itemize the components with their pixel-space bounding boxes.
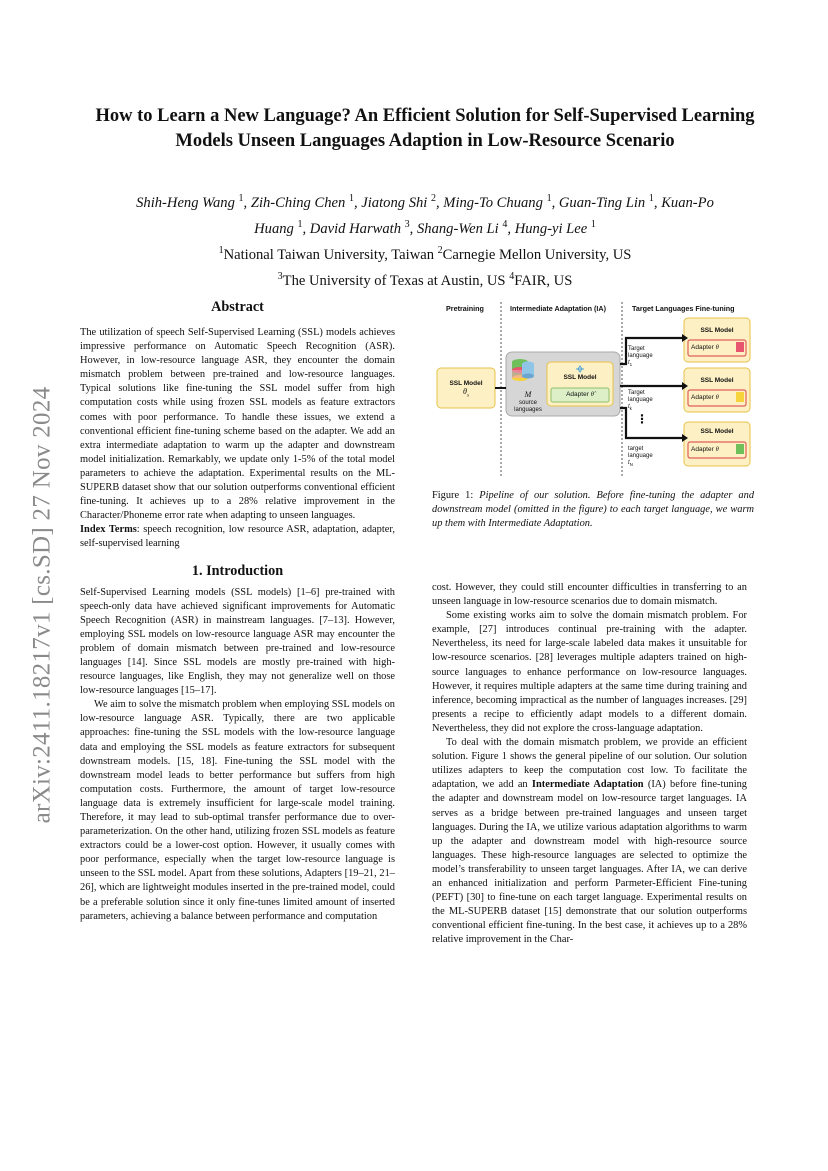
target-ssl-model-n: SSL Model	[700, 428, 734, 435]
intro-heading: 1. Introduction	[191, 562, 284, 579]
pretrained-ssl-model: SSL Model $\theta_s$	[449, 380, 483, 399]
ia-adapter: Adapter θ̂	[566, 391, 594, 398]
stage-target: Target Languages Fine-tuning	[632, 304, 735, 313]
abstract-text: The utilization of speech Self-Supervised Learning (SSL) models achieves impressive performance on Automatic Speech Recognition (ASR). However, in low-resource language ASR, they encounter the domain mismatch problem between pre-trained and low-resource languages. Typical solutions like fine-tuning the SSL model suffer from high computation costs while using frozen SSL models as feature extractors comes with poor performance. To handle these issues, we extend a conventional efficient fine-tuning scheme based on the adapter. We add an extra intermediate adaptation to warm up the adapter and downstream model initialization. Remarkably, we update only 1-5% of the total model parameters to achieve the adaptation. Experimental results on the ML-SUPERB dataset show that our solution outperforms conventional efficient fine-tuning. It achieves up to a 28% relative improvement in the Character/Phoneme error rate when adapting to unseen languages.	[80, 327, 395, 522]
affiliations: $^1$National Taiwan University, Taiwan $^2$Carnegie Mellon University, US $^3$The University of Texas at Austin, US $^4$FAIR, US	[218, 245, 632, 289]
left-column	[80, 298, 395, 924]
paper-title: How to Learn a New Language? An Efficient Solution for Self-Supervised Learning Models Unseen Languages Adaption in Low-Resource Scenario	[95, 106, 755, 151]
abstract-heading: Abstract	[211, 299, 264, 315]
target-adapter-n: Adapter θ	[691, 446, 719, 453]
ia-ssl-model: SSL Model	[563, 374, 597, 381]
right-column	[432, 581, 747, 947]
right-paragraph-1: cost. However, they could still encounter difficulties in transferring to an unseen language in low-resource scenarios due to domain mismatch.	[432, 582, 747, 608]
ellipsis-dots: ⋮	[636, 412, 648, 426]
target-ssl-model-k: SSL Model	[700, 377, 734, 384]
intro-paragraph-1: Self-Supervised Learning models (SSL models) [1–6] pre-trained with speech-only data have achieved significant improvements for Automatic Speech Recognition (ASR) in mainstream languages. [7–13]. However, employing SSL models on low-resource language ASR may encounter the problem of domain mismatch between pre-trained and low-resource languages [14]. Since SSL models are mostly pre-trained with high-resource languages, like English, they may not generalize well on those low-resource languages [15–17].	[80, 586, 395, 697]
author-list: Shih-Heng Wang $^1$, Zih-Ching Chen $^1$, Jiatong Shi $^2$, Ming-To Chuang $^1$, Guan-Ting Lin $^1$, Kuan-Po Huang $^1$, David Harwath $^3$, Shang-Wen Li $^4$, Hung-yi Lee $^1$	[136, 193, 714, 237]
intro-paragraph-2: We aim to solve the mismatch problem when employing SSL models on low-resource language ASR. Typically, there are two applicable approaches: fine-tuning the SSL models with the low-resource language data and employing the SSL models as feature extractors for subsequent downstream models. [15, 18]. Fine-tuning the SSL model with the downstream model leads to better performance but suffers from high computation costs. Furthermore, the amount of target low-resource language data is extremely insufficient for large-scale model training. Therefore, it may lead to sub-optimal transfer performance due to over-parameterization. On the other hand, utilizing frozen SSL models as feature extractors could be a lower-cost option. However, it usually comes with poor performance, especially when the target low-resource language is unseen to the SSL model. Apart from these solutions, Adapters [19–21, 21–26], which are lightweight modules inserted in the pre-trained model, could be a preferable solution since it only fine-tunes limited amount of inserted parameters, achieving a balance between performance and computation	[80, 699, 395, 922]
figure-1-caption: Figure 1: Pipeline of our solution. Before fine-tuning the adapter and downstream model (omitted in the figure) to each target language, we warm up them with Intermediate Adaptation.	[432, 490, 755, 530]
source-languages-label: M source languages	[514, 390, 542, 413]
target-language-n: target language $t_N$	[628, 446, 653, 468]
index-terms: Index Terms: speech recognition, low resource ASR, adaptation, adapter, self-supervised learning	[80, 524, 395, 550]
right-paragraph-2: Some existing works aim to solve the domain mismatch problem. For example, [27] introduces continual pre-training with the adapter. Nevertheless, its need for large-scale labeled data makes it unsuitable for low-resource scenarios. [28] leverages multiple adapters trained on high-source languages to enhance performance on low-resource languages. However, it requires multiple adapters at the same time during training and inference, becoming impractical as the number of languages increases. [29] presents a recipe to efficiently adapt models to a different domain. Nevertheless, they did not explore the cross-language adaptation.	[432, 610, 747, 734]
target-ssl-model-1: SSL Model	[700, 327, 734, 334]
right-paragraph-3: To deal with the domain mismatch problem, we provide an efficient solution. Figure 1 shows the general pipeline of our solution. Our solution utilizes adapters to keep the computation cost low. To facilitate the adaptation, we add an Intermediate Adaptation (IA) before fine-tuning the adapter and downstream model on low-resource target languages. IA serves as a bridge between pre-trained languages and unseen target languages. During the IA, we utilize various adaptation algorithms to warm up the adapter and downstream model with high-resource source languages. These high-resource languages are selected to optimize the model’s transferability to unseen target languages. After IA, we can derive an enhanced initialization and perform Parmeter-Efficient Fine-tuning (PEFT) [30] to fine-tune on each target language. Experimental results on the ML-SUPERB dataset [15] demonstrate that our solution outperforms conventional efficient fine-tuning. In the best case, it achieves up to a 28% relative improvement in the Char-	[432, 737, 747, 946]
target-adapter-1: Adapter θ	[691, 344, 719, 351]
arxiv-id: arXiv:2411.18217v1 [cs.SD] 27 Nov 2024	[28, 386, 56, 824]
target-language-1: Target language $t_1$	[628, 346, 653, 368]
target-adapter-k: Adapter θ	[691, 394, 719, 401]
figure-1-pipeline	[432, 300, 754, 478]
target-language-k: Target language $t_k$	[628, 390, 653, 412]
stage-ia: Intermediate Adaptation (IA)	[510, 304, 606, 313]
stage-pretraining: Pretraining	[446, 304, 484, 313]
arxiv-stamp	[27, 360, 57, 850]
